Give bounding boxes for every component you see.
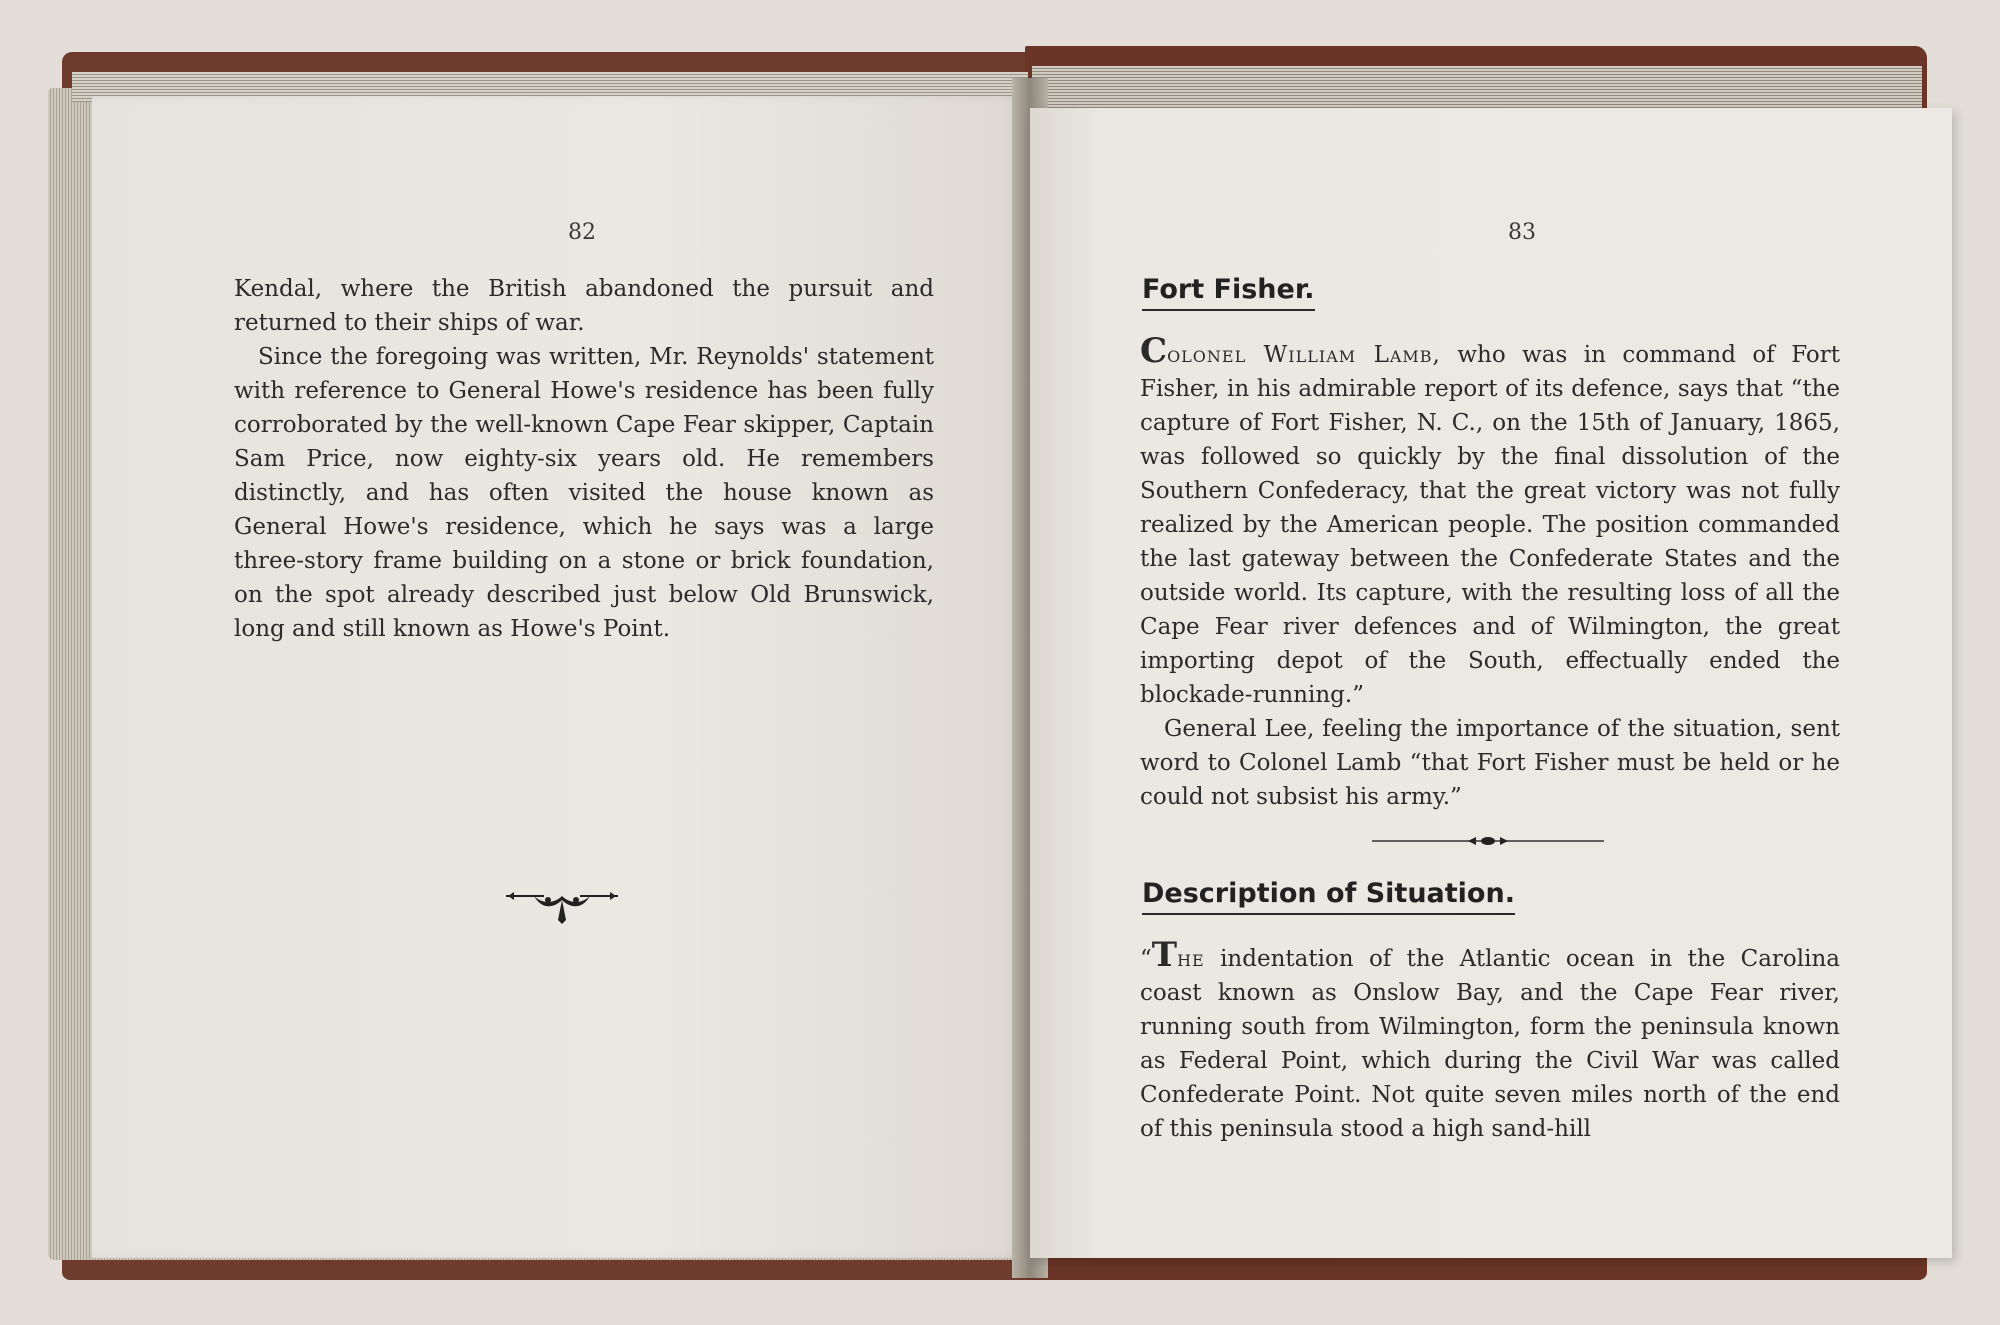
- section-divider-icon: [1372, 834, 1604, 848]
- paragraph: Kendal, where the British abandoned the pursuit and returned to their ships of war.: [234, 276, 934, 336]
- page-number-right: 83: [1508, 220, 1536, 245]
- lead-name: olonel William Lamb,: [1167, 342, 1441, 368]
- section-heading-description-of-situation: Description of Situation.: [1142, 878, 1515, 915]
- section-heading-fort-fisher: Fort Fisher.: [1142, 274, 1315, 311]
- paragraph-text: indentation of the Atlantic ocean in the Carolina coast known as Onslow Bay, and the Cape Fear river, running south from Wilmington, form the peninsula known as Federal Point, which during the Civil War was called Confederate Point. Not quite seven miles north of the end of this peninsula stood a high sand-hill: [1140, 946, 1840, 1142]
- drop-cap: T: [1151, 935, 1178, 975]
- open-quote: “: [1140, 946, 1152, 972]
- left-page: [92, 96, 1024, 1258]
- paragraph: [1140, 331, 1840, 712]
- page-edges-top-right: [1032, 66, 1922, 110]
- page-number-left: 82: [568, 220, 596, 245]
- paragraph-text: who was in command of Fort Fisher, in his admirable report of its defence, says that “the capture of Fort Fisher, N. C., on the 15th of January, 1865, was followed so quickly by the final dissolution of the Southern Confederacy, that the great victory was not fully realized by the American people. The position commanded the last gateway between the Confederate States and the outside world. Its capture, with the resulting loss of all the Cape Fear river defences and of Wilmington, the great importing depot of the South, effectually ended the blockade-running.”: [1140, 342, 1840, 708]
- ornament-fleuron-icon: [504, 886, 620, 926]
- paragraph: [1140, 935, 1840, 1146]
- left-page-body: [234, 272, 934, 646]
- right-page: [1030, 108, 1952, 1258]
- fort-fisher-body: [1140, 331, 1840, 814]
- lead-word: he: [1177, 946, 1205, 972]
- drop-cap: C: [1140, 331, 1168, 371]
- paragraph: Since the foregoing was written, Mr. Reynolds' statement with reference to General Howe's residence has been fully corroborated by the well-known Cape Fear skipper, Captain Sam Price, now eighty-six years old. He remembers distinctly, and has often visited the house known as General Howe's residence, which he says was a large three-story frame building on a stone or brick foundation, on the spot already described just below Old Brunswick, long and still known as Howe's Point.: [234, 344, 934, 642]
- paragraph: General Lee, feeling the importance of the situation, sent word to Colonel Lamb “that Fort Fisher must be held or he could not subsist his army.”: [1140, 716, 1840, 810]
- description-body: [1140, 935, 1840, 1146]
